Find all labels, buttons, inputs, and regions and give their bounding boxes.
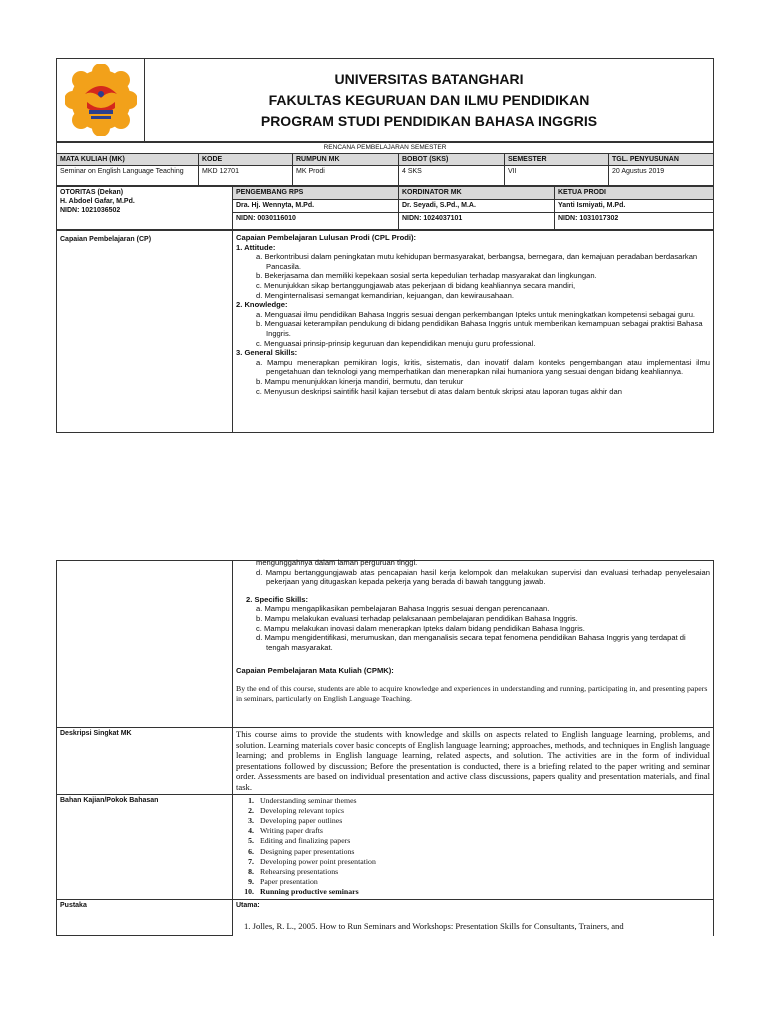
meta-header: RUMPUN MK	[293, 154, 399, 166]
authority-table	[56, 186, 714, 230]
pengembang-label: PENGEMBANG RPS	[233, 187, 399, 200]
bahan-list	[233, 794, 714, 899]
list-item: 9. Paper presentation	[248, 877, 318, 887]
logo-petals	[65, 64, 137, 136]
otoritas-name: H. Abdoel Gafar, M.Pd.	[60, 198, 135, 205]
ketua-nidn: NIDN: 1031017302	[555, 213, 714, 230]
page-2	[56, 560, 714, 936]
knowledge-item: a. Menguasai ilmu pendidikan Bahasa Inggris sesuai dengan perkembangan Ipteks untuk meningkatkan kompetensi sebagai guru.	[256, 309, 696, 319]
knowledge-item: c. Menguasai prinsip-prinsip keguruan dan kependidikan menuju guru professional.	[256, 338, 536, 348]
bahan-label: Bahan Kajian/Pokok Bahasan	[57, 794, 233, 899]
pustaka-label: Pustaka	[57, 899, 233, 936]
specific-skill-item: d. Mampu mengidentifikasi, merumuskan, dan menganalisis secara tepat fenomena pendidikan Bahasa Inggris yang terdapat di tengah masyarakat.	[256, 633, 686, 652]
cp-content	[233, 231, 714, 433]
list-item: 2. Developing relevant topics	[248, 805, 345, 815]
meta-header: KODE	[199, 154, 293, 166]
attitude-item: b. Bekerjasama dan memiliki kepekaan sosial serta kepedulian terhadap masyarakat dan lingkungan.	[256, 271, 597, 281]
attitude-item: d. Menginternalisasi semangat kemandirian, kejuangan, dan kewirausahaan.	[256, 290, 514, 300]
ketua-label: KETUA PRODI	[555, 187, 714, 200]
course-code: MKD 12701	[199, 166, 293, 186]
attitude-item: c. Menunjukkan sikap bertanggungjawab atas pekerjaan di bidang keahliannya secara mandiri,	[256, 280, 576, 290]
list-item: 6. Designing paper presentations	[248, 846, 355, 856]
specific-skill-item: a. Mampu mengaplikasikan pembelajaran Bahasa Inggris sesuai dengan perencanaan.	[256, 604, 550, 614]
meta-header: MATA KULIAH (MK)	[57, 154, 199, 166]
meta-header: BOBOT (SKS)	[399, 154, 505, 166]
header-table	[56, 58, 714, 142]
cpmk-text: By the end of this course, students are able to acquire knowledge and experiences in understanding and running, participating in, and presenting papers in seminars, particularly on English Language Teaching.	[236, 683, 708, 703]
list-item: 5. Editing and finalizing papers	[248, 836, 351, 846]
list-item: 7. Developing power point presentation	[248, 856, 376, 866]
course-group: MK Prodi	[293, 166, 399, 186]
course-date: 20 Agustus 2019	[609, 166, 714, 186]
specific-skill-item: b. Mampu melakukan evaluasi terhadap pelaksanaan pembelajaran pendidikan Bahasa Inggris.	[256, 613, 578, 623]
course-credits: 4 SKS	[399, 166, 505, 186]
knowledge-title: 2. Knowledge:	[236, 300, 288, 310]
rps-title: RENCANA PEMBELAJARAN SEMESTER	[57, 143, 714, 154]
meta-header: SEMESTER	[505, 154, 609, 166]
koordinator-name: Dr. Seyadi, S.Pd., M.A.	[399, 200, 555, 213]
general-skill-item: a. Mampu menerapkan pemikiran logis, kritis, sistematis, dan inovatif dalam konteks pengembangan atau implementasi ilmu pengetahuan dan teknologi yang memperhatikan dan menerapkan nilai humaniora yang sesuai dengan bidang keahliannya.	[256, 357, 710, 377]
koordinator-label: KORDINATOR MK	[399, 187, 555, 200]
pengembang-name: Dra. Hj. Wennyta, M.Pd.	[233, 200, 399, 213]
desc-text: This course aims to provide the students with knowledge and skills on aspects related to English language learning, problems, and solution. Learning materials cover basic concepts of English language learning; approaches, methods, and techniques in English language learning; and problems in English language learning, related aspects, and solution. The activities are in the form of individual presentations followed by discussion; Before the presentation is conducted, there is a briefing related to the paper writing and seminar order. Assessments are based on individual presentation and active class discussions, papers quality and presentation materials, and final task.	[233, 728, 714, 795]
rps-meta-table	[56, 142, 714, 186]
cpmk-title: Capaian Pembelajaran Mata Kuliah (CPMK):	[236, 666, 394, 676]
university-title-cell	[145, 59, 714, 142]
general-skill-item: b. Mampu menunjukkan kinerja mandiri, bermutu, dan terukur	[256, 376, 464, 386]
cpl-title: Capaian Pembelajaran Lulusan Prodi (CPL Prodi):	[236, 233, 417, 242]
list-item: 8. Rehearsing presentations	[248, 866, 339, 876]
otoritas-cell	[57, 187, 233, 230]
koordinator-nidn: NIDN: 1024037101	[399, 213, 555, 230]
general-skill-item: d. Mampu bertanggungjawab atas pencapaian hasil kerja kelompok dan melakukan supervisi dan evaluasi terhadap penyelesaian pekerjaan yang ditugaskan kepada pekerja yang berada di bawah tanggung jawab.	[256, 567, 710, 587]
cp-label: Capaian Pembelajaran (CP)	[57, 231, 233, 433]
reference-item: 1. Jolles, R. L., 2005. How to Run Seminars and Workshops: Presentation Skills for Consultants, Trainers, and	[244, 921, 624, 931]
meta-header: TGL. PENYUSUNAN	[609, 154, 714, 166]
course-semester: VII	[505, 166, 609, 186]
general-skill-item: c. Menyusun deskripsi saintifik hasil kajian tersebut di atas dalam bentuk skripsi atau laporan tugas akhir dan	[256, 386, 622, 396]
list-item: 3. Developing paper outlines	[248, 815, 343, 825]
specific-skills-title: 2. Specific Skills:	[246, 594, 309, 604]
cp-continued-label-cell	[57, 561, 233, 728]
list-item: 1. Understanding seminar themes	[248, 795, 357, 805]
faculty-name: FAKULTAS KEGURUAN DAN ILMU PENDIDIKAN	[268, 91, 590, 108]
program-name: PROGRAM STUDI PENDIDIKAN BAHASA INGGRIS	[260, 112, 598, 129]
knowledge-item: b. Menguasai keterampilan pendukung di bidang pendidikan Bahasa Inggris untuk memberikan kemampuan sebagai praktisi Bahasa Inggris.	[256, 319, 703, 338]
meta-header-row	[57, 154, 714, 166]
otoritas-nidn: NIDN: 1021036502	[60, 207, 121, 214]
otoritas-label: OTORITAS (Dekan)	[60, 189, 124, 196]
logo-cell	[57, 59, 145, 142]
specific-skill-item: c. Mampu melakukan inovasi dalam menerapkan Ipteks dalam bidang pendidikan Bahasa Inggris.	[256, 623, 585, 633]
cp-table	[56, 230, 714, 433]
list-item: 10. Running productive seminars	[244, 887, 359, 897]
meta-value-row	[57, 166, 714, 186]
attitude-title: 1. Attitude:	[236, 242, 276, 252]
list-item: 4. Writing paper drafts	[248, 826, 323, 836]
pengembang-nidn: NIDN: 0030116010	[233, 213, 399, 230]
general-skill-cont: mengunggahnya dalam laman perguruan tinggi.	[256, 558, 418, 567]
cp-continued-content	[233, 558, 714, 728]
university-name: UNIVERSITAS BATANGHARI	[334, 70, 524, 87]
attitude-item: a. Berkontribusi dalam peningkatan mutu kehidupan bermasyarakat, berbangsa, bernegara, dan kemajuan peradaban berdasarkan Pancasila.	[256, 252, 698, 271]
university-logo-icon	[65, 64, 137, 136]
ketua-name: Yanti Ismiyati, M.Pd.	[555, 200, 714, 213]
pustaka-utama: Utama:	[236, 901, 260, 909]
page-1	[56, 58, 714, 433]
general-skills-title: 3. General Skills:	[236, 348, 298, 358]
course-name: Seminar on English Language Teaching	[57, 166, 199, 186]
pustaka-content	[233, 899, 714, 936]
desc-label: Deskripsi Singkat MK	[57, 728, 233, 795]
cp-continued-table	[56, 560, 714, 936]
